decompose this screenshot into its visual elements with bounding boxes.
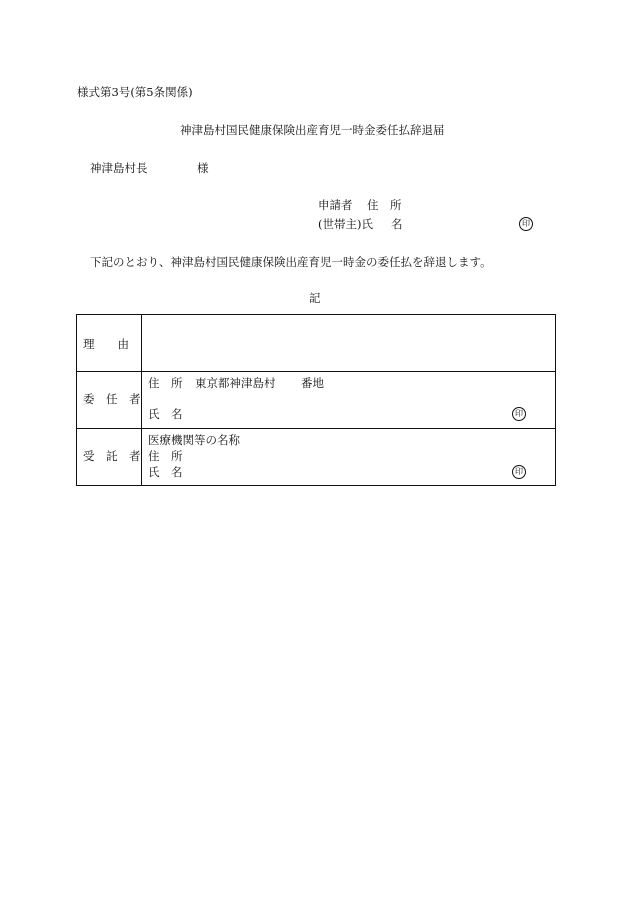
delegatee-seal-icon: 印 bbox=[512, 465, 526, 479]
applicant-household-label: (世帯主)氏 bbox=[318, 217, 373, 231]
delegator-label: 委 任 者 bbox=[83, 392, 141, 406]
delegatee-address-label: 住 所 bbox=[148, 449, 183, 463]
reason-field[interactable] bbox=[142, 315, 556, 372]
statement: 下記のとおり、神津島村国民健康保険出産育児一時金の委任払を辞退します。 bbox=[90, 255, 492, 269]
document-title: 神津島村国民健康保険出産育児一時金委任払辞退届 bbox=[180, 123, 445, 137]
delegatee-name-label: 氏 名 bbox=[148, 465, 183, 479]
delegatee-header bbox=[77, 429, 142, 486]
applicant-seal-icon: 印 bbox=[519, 217, 533, 231]
form-table bbox=[76, 314, 556, 486]
delegator-seal-icon: 印 bbox=[512, 407, 526, 421]
note-mark: 記 bbox=[309, 291, 321, 305]
delegator-address-value: 東京都神津島村 bbox=[195, 376, 276, 390]
applicant-label: 申請者 bbox=[318, 198, 353, 212]
reason-label: 理 由 bbox=[83, 337, 129, 351]
reason-row bbox=[77, 315, 556, 372]
delegator-name-label: 氏 名 bbox=[148, 407, 183, 421]
delegatee-label: 受 託 者 bbox=[83, 449, 141, 463]
reason-header bbox=[77, 315, 142, 372]
applicant-address-label: 住 所 bbox=[367, 198, 402, 212]
delegatee-field[interactable] bbox=[142, 429, 556, 486]
delegatee-institution-label: 医療機関等の名称 bbox=[148, 433, 240, 447]
delegator-address-label: 住 所 bbox=[148, 376, 183, 390]
delegatee-row bbox=[77, 429, 556, 486]
applicant-name-label: 名 bbox=[391, 217, 403, 231]
delegator-header bbox=[77, 372, 142, 429]
addressee-honorific: 様 bbox=[197, 161, 209, 175]
addressee-name: 神津島村長 bbox=[90, 161, 148, 175]
form-id: 様式第3号(第5条関係) bbox=[77, 85, 193, 99]
delegator-address-suffix: 番地 bbox=[301, 376, 324, 390]
delegator-row bbox=[77, 372, 556, 429]
delegator-field[interactable] bbox=[142, 372, 556, 429]
